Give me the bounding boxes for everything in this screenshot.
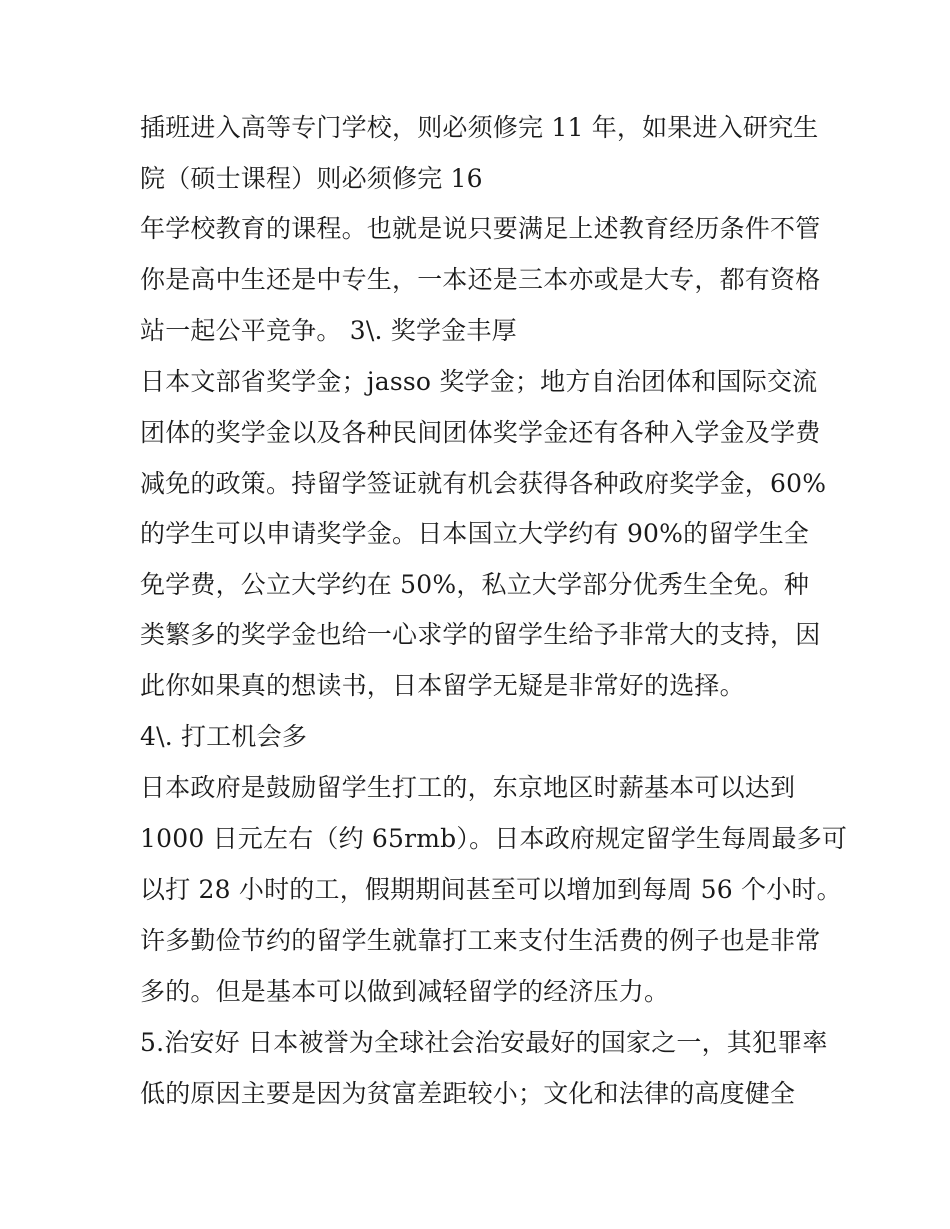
text-line: 的学生可以申请奖学金。日本国立大学约有 90%的留学生全 <box>140 519 810 548</box>
text-line: 插班进入高等专门学校，则必须修完 11 年，如果进入研究生 <box>140 113 819 142</box>
text-line: 年学校教育的课程。也就是说只要满足上述教育经历条件不管 <box>140 214 821 243</box>
text-line: 低的原因主要是因为贫富差距较小；文化和法律的高度健全 <box>140 1079 796 1108</box>
text-line: 日本政府是鼓励留学生打工的，东京地区时薪基本可以达到 <box>140 773 796 802</box>
text-line: 院（硕士课程）则必须修完 16 <box>140 164 483 193</box>
text-line: 你是高中生还是中专生，一本还是三本亦或是大专，都有资格 <box>140 265 821 294</box>
text-line: 5.治安好 日本被誉为全球社会治安最好的国家之一，其犯罪率 <box>140 1028 828 1057</box>
text-line: 多的。但是基本可以做到减轻留学的经济压力。 <box>140 977 670 1006</box>
text-line: 以打 28 小时的工，假期期间甚至可以增加到每周 56 个小时。 <box>140 875 842 904</box>
text-line: 1000 日元左右（约 65rmb）。日本政府规定留学生每周最多可 <box>140 824 848 853</box>
text-line: 团体的奖学金以及各种民间团体奖学金还有各种入学金及学费 <box>140 418 821 447</box>
text-line: 日本文部省奖学金；jasso 奖学金；地方自治团体和国际交流 <box>140 367 818 396</box>
text-line: 许多勤俭节约的留学生就靠打工来支付生活费的例子也是非常 <box>140 926 821 955</box>
text-line: 4\. 打工机会多 <box>140 722 308 751</box>
text-line: 站一起公平竞争。 3\. 奖学金丰厚 <box>140 316 517 345</box>
text-line: 类繁多的奖学金也给一心求学的留学生给予非常大的支持，因 <box>140 620 821 649</box>
text-line: 此你如果真的想读书，日本留学无疑是非常好的选择。 <box>140 671 745 700</box>
text-line: 减免的政策。持留学签证就有机会获得各种政府奖学金，60% <box>140 469 827 498</box>
text-line: 免学费，公立大学约在 50%，私立大学部分优秀生全免。种 <box>140 570 810 599</box>
